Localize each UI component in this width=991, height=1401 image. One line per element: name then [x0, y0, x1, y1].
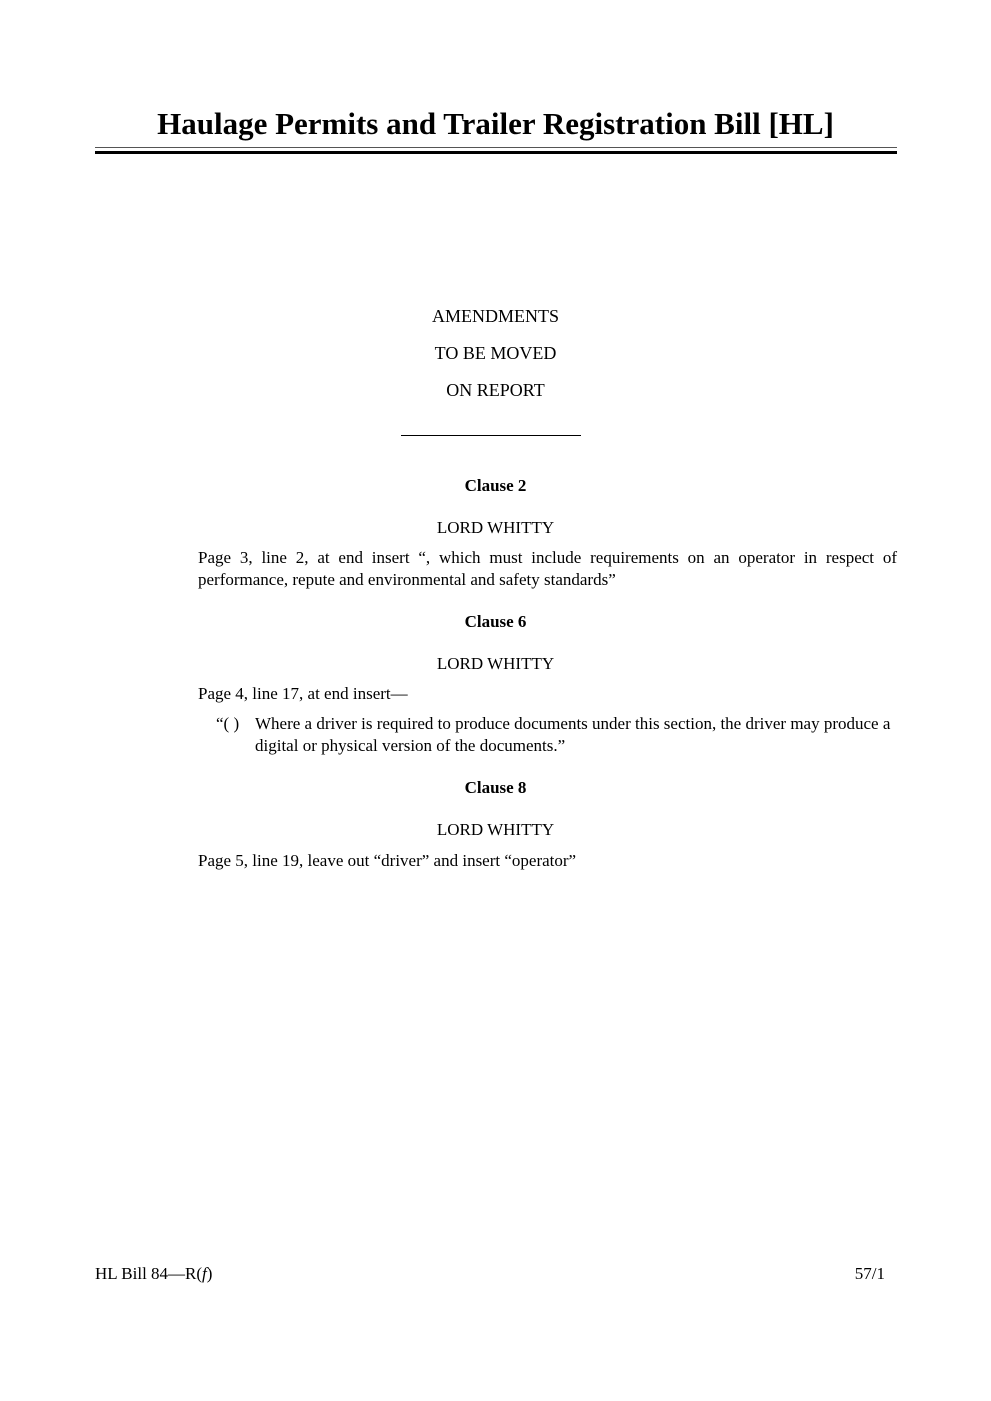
- page-reference: 57/1: [854, 1264, 885, 1283]
- clause-heading: Clause 8: [464, 778, 527, 797]
- bill-number-italic: f: [202, 1264, 207, 1283]
- amendment-text: Page 5, line 19, leave out “driver” and insert “operator”: [198, 851, 577, 870]
- clause-heading: Clause 6: [464, 612, 527, 631]
- heading-line-1: AMENDMENTS: [431, 306, 559, 326]
- heading-line-2: TO BE MOVED: [434, 343, 557, 363]
- amendment-text: Page 4, line 17, at end insert—: [198, 684, 408, 703]
- title-rule-thin: [95, 147, 897, 148]
- bill-title: Haulage Permits and Trailer Registration Bill [HL]: [157, 106, 834, 141]
- clause-heading: Clause 2: [464, 476, 527, 495]
- member-name: LORD WHITTY: [436, 654, 555, 673]
- separator-rule: [401, 435, 581, 436]
- bill-number: [95, 1264, 212, 1284]
- inserted-subsection: [216, 713, 897, 757]
- subsection-number: “( ): [216, 714, 240, 733]
- bill-number-prefix: HL Bill 84—R(: [95, 1264, 203, 1283]
- member-name: LORD WHITTY: [436, 518, 555, 537]
- bill-number-suffix: ): [206, 1264, 213, 1283]
- member-name: LORD WHITTY: [436, 820, 555, 839]
- subsection-text: Where a driver is required to produce documents under this section, the driver may produce a digital or physical version of the documents.”: [255, 714, 891, 755]
- heading-line-3: ON REPORT: [446, 380, 545, 400]
- title-rule-thick: [95, 151, 897, 154]
- amendment-text: Page 3, line 2, at end insert “, which must include requirements on an operator in respect of performance, repute and environmental and safety standards”: [198, 548, 897, 589]
